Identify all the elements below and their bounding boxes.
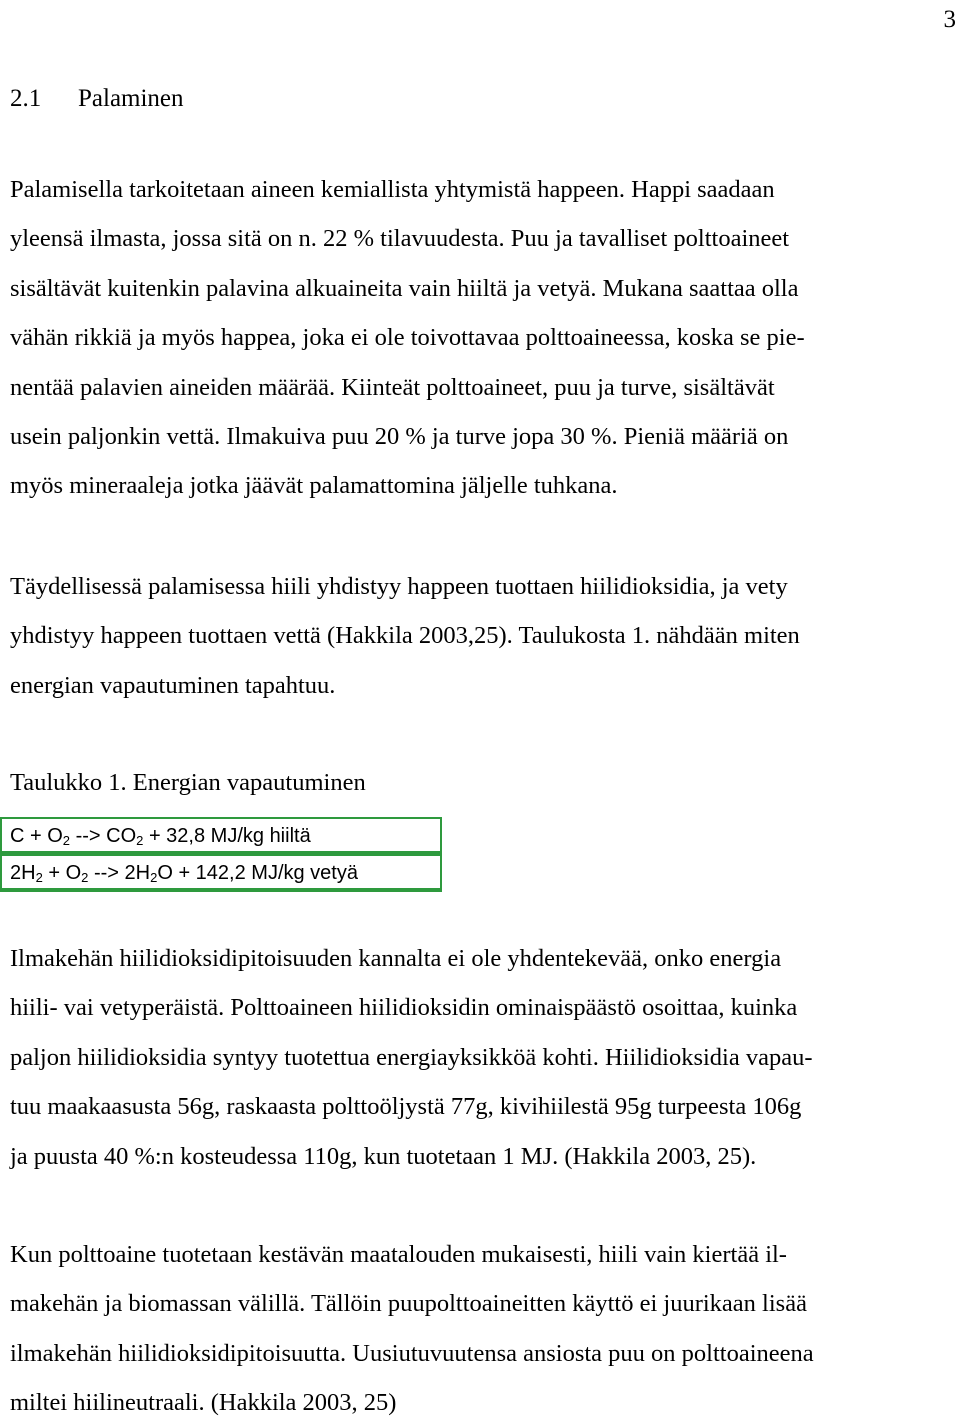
text-line: Palamisella tarkoitetaan aineen kemiallista yhtymistä happeen. Happi saadaan — [10, 176, 775, 203]
eq-text: 2H — [10, 862, 36, 884]
text-line: vähän rikkiä ja myös happea, joka ei ole toivottavaa polttoaineessa, koska se pie- — [10, 324, 805, 352]
energy-release-table — [0, 817, 442, 892]
text-line: paljon hiilidioksidia syntyy tuotettua energiayksikköä kohti. Hiilidioksidia vapau- — [10, 1043, 813, 1071]
table-caption: Taulukko 1. Energian vapautuminen — [10, 769, 366, 796]
eq-subscript: 2 — [136, 833, 144, 848]
page-number: 3 — [943, 6, 956, 33]
eq-text: --> CO — [70, 825, 137, 847]
eq-text: O + 142,2 MJ/kg vetyä — [157, 862, 358, 884]
paragraph-carbon-neutral — [10, 1230, 940, 1428]
eq-subscript: 2 — [62, 833, 71, 848]
text-line: energian vapautuminen tapahtuu. — [10, 671, 336, 699]
text-line: usein paljonkin vettä. Ilmakuiva puu 20 % ja turve jopa 30 %. Pieniä määriä on — [10, 423, 789, 451]
text-line: ilmakehän hiilidioksidipitoisuutta. Uusiutuvuutensa ansiosta puu on polttoaineena — [10, 1339, 814, 1367]
equation-carbon — [2, 819, 440, 853]
text-line: sisältävät kuitenkin palavina alkuaineita vain hiiltä ja vetyä. Mukana saattaa olla — [10, 274, 799, 302]
eq-text: + O — [42, 862, 82, 884]
paragraph-co2-emissions — [10, 934, 940, 1181]
eq-subscript: 2 — [150, 870, 158, 885]
paragraph-complete-combustion — [10, 562, 940, 710]
section-heading — [10, 84, 184, 114]
eq-text: C + O — [10, 825, 63, 847]
text-line: yhdistyy happeen tuottaen vettä (Hakkila 2003,25). Taulukosta 1. nähdään miten — [10, 622, 800, 650]
text-line: Täydellisessä palamisessa hiili yhdistyy happeen tuottaen hiilidioksidia, ja vety — [10, 573, 788, 600]
eq-subscript: 2 — [35, 870, 43, 885]
text-line: makehän ja biomassan välillä. Tällöin puupolttoaineitten käyttö ei juurikaan lisää — [10, 1290, 807, 1318]
equation-hydrogen — [2, 856, 440, 890]
section-number: 2.1 — [10, 85, 42, 112]
section-title: Palaminen — [78, 85, 184, 112]
eq-text: + 32,8 MJ/kg hiiltä — [143, 825, 311, 847]
text-line: hiili- vai vetyperäistä. Polttoaineen hiilidioksidin ominaispäästö osoittaa, kuinka — [10, 994, 798, 1022]
text-line: miltei hiilineutraali. (Hakkila 2003, 25) — [10, 1389, 397, 1417]
text-line: tuu maakaasusta 56g, raskaasta polttoöljystä 77g, kivihiilestä 95g turpeesta 106g — [10, 1093, 802, 1121]
text-line: Kun polttoaine tuotetaan kestävän maatalouden mukaisesti, hiili vain kiertää il- — [10, 1241, 787, 1268]
eq-text: --> 2H — [88, 862, 151, 884]
eq-subscript: 2 — [81, 870, 89, 885]
paragraph-combustion-intro — [10, 165, 940, 511]
text-line: yleensä ilmasta, jossa sitä on n. 22 % tilavuudesta. Puu ja tavalliset polttoaineet — [10, 225, 790, 253]
text-line: ja puusta 40 %:n kosteudessa 110g, kun tuotetaan 1 MJ. (Hakkila 2003, 25). — [10, 1142, 757, 1170]
text-line: nentää palavien aineiden määrää. Kiinteät polttoaineet, puu ja turve, sisältävät — [10, 373, 775, 401]
text-line: myös mineraaleja jotka jäävät palamattomina jäljelle tuhkana. — [10, 472, 618, 500]
text-line: Ilmakehän hiilidioksidipitoisuuden kannalta ei ole yhdentekevää, onko energia — [10, 945, 782, 972]
